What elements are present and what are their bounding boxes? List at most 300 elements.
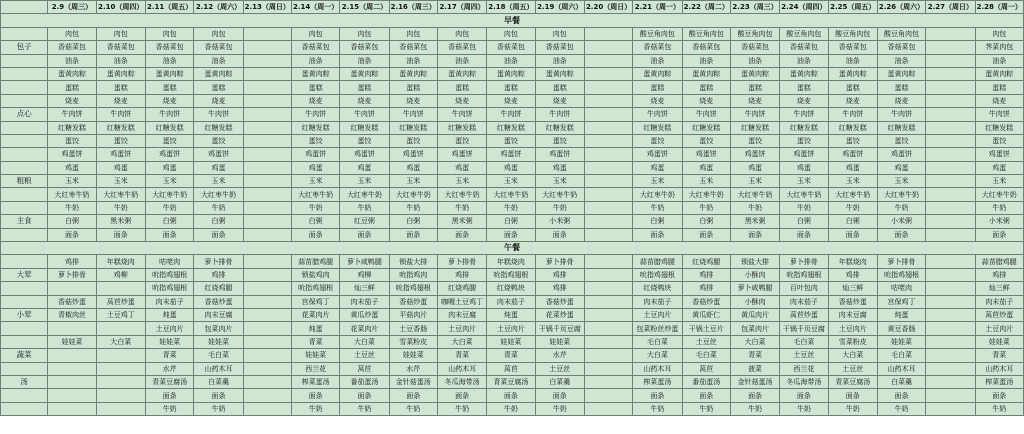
menu-cell[interactable]: 面条 <box>389 389 437 402</box>
menu-cell[interactable]: 玉米 <box>975 175 1023 188</box>
menu-cell[interactable] <box>243 268 291 281</box>
menu-cell[interactable]: 油条 <box>96 54 145 67</box>
menu-cell[interactable]: 玉米 <box>828 175 877 188</box>
menu-cell[interactable]: 红糖发糕 <box>828 121 877 134</box>
menu-cell[interactable]: 牛奶 <box>730 201 779 214</box>
menu-cell[interactable]: 宫保鸡丁 <box>877 295 925 308</box>
menu-cell[interactable]: 干锅千页豆腐 <box>535 322 584 335</box>
menu-cell[interactable]: 百叶包肉 <box>780 282 828 295</box>
menu-cell[interactable] <box>48 389 96 402</box>
menu-cell[interactable]: 蛋糕 <box>48 81 96 94</box>
category-cell[interactable]: 大荤 <box>1 268 48 281</box>
menu-cell[interactable]: 香菇菜包 <box>389 41 437 54</box>
menu-cell[interactable] <box>96 375 145 388</box>
menu-cell[interactable] <box>584 215 632 228</box>
menu-cell[interactable]: 蛋糕 <box>975 81 1023 94</box>
menu-cell[interactable]: 大红枣牛奶 <box>194 188 243 201</box>
menu-cell[interactable] <box>96 282 145 295</box>
menu-cell[interactable]: 油条 <box>48 54 96 67</box>
menu-cell[interactable]: 大白菜 <box>730 335 779 348</box>
menu-cell[interactable]: 萝卜排骨 <box>780 255 828 268</box>
menu-cell[interactable]: 鸡蛋 <box>682 161 730 174</box>
menu-cell[interactable]: 玉米 <box>340 175 389 188</box>
menu-cell[interactable]: 红糖发糕 <box>389 121 437 134</box>
menu-cell[interactable]: 包菜肉片 <box>730 322 779 335</box>
menu-cell[interactable]: 蛋饺 <box>730 134 779 147</box>
menu-cell[interactable]: 金针菇蛋汤 <box>730 375 779 388</box>
menu-cell[interactable]: 蛋黄肉粽 <box>96 67 145 80</box>
menu-cell[interactable]: 肉包 <box>96 27 145 40</box>
menu-cell[interactable]: 蛋饺 <box>291 134 339 147</box>
menu-cell[interactable] <box>926 27 975 40</box>
menu-cell[interactable]: 红糖发糕 <box>291 121 339 134</box>
menu-cell[interactable]: 肉末茄子 <box>780 295 828 308</box>
menu-cell[interactable]: 番茄蛋汤 <box>682 375 730 388</box>
menu-cell[interactable]: 萝卜咸鸭腿 <box>730 282 779 295</box>
menu-cell[interactable]: 牛奶 <box>389 402 437 415</box>
menu-cell[interactable] <box>926 54 975 67</box>
menu-cell[interactable] <box>584 134 632 147</box>
menu-cell[interactable]: 酸豆角肉包 <box>682 27 730 40</box>
menu-cell[interactable]: 蛋饺 <box>535 134 584 147</box>
menu-cell[interactable]: 面条 <box>633 389 682 402</box>
menu-cell[interactable]: 大红枣牛奶 <box>535 188 584 201</box>
menu-cell[interactable]: 蛋饺 <box>828 134 877 147</box>
menu-cell[interactable]: 玉米 <box>96 175 145 188</box>
menu-cell[interactable]: 大红枣牛奶 <box>48 188 96 201</box>
menu-cell[interactable] <box>584 228 632 241</box>
menu-cell[interactable]: 油条 <box>975 54 1023 67</box>
menu-cell[interactable]: 蛋黄肉粽 <box>780 67 828 80</box>
menu-cell[interactable]: 土豆肉片 <box>828 322 877 335</box>
menu-cell[interactable]: 炖蛋 <box>487 308 535 321</box>
menu-cell[interactable] <box>243 228 291 241</box>
date-header-cell[interactable]: 2.16（周三） <box>389 1 437 14</box>
menu-cell[interactable]: 吮指鸡翅根 <box>291 282 339 295</box>
menu-cell[interactable]: 烧麦 <box>682 94 730 107</box>
menu-cell[interactable]: 包菜肉片 <box>194 322 243 335</box>
menu-cell[interactable]: 牛肉饼 <box>340 108 389 121</box>
menu-cell[interactable]: 玉米 <box>730 175 779 188</box>
menu-cell[interactable]: 香菇炒蛋 <box>535 295 584 308</box>
menu-cell[interactable]: 白菜羹 <box>535 375 584 388</box>
menu-cell[interactable]: 萝卜排骨 <box>877 255 925 268</box>
menu-cell[interactable] <box>926 81 975 94</box>
menu-cell[interactable] <box>584 375 632 388</box>
menu-cell[interactable]: 青菜 <box>437 349 486 362</box>
menu-cell[interactable] <box>584 81 632 94</box>
menu-cell[interactable]: 大红枣牛奶 <box>780 188 828 201</box>
menu-cell[interactable]: 鸡蛋饼 <box>291 148 339 161</box>
menu-cell[interactable]: 青椒肉丝 <box>48 308 96 321</box>
menu-cell[interactable]: 玉米 <box>145 175 193 188</box>
menu-cell[interactable]: 鸡排 <box>828 268 877 281</box>
category-cell[interactable] <box>1 282 48 295</box>
menu-cell[interactable]: 白粥 <box>145 215 193 228</box>
menu-cell[interactable]: 鸡蛋 <box>291 161 339 174</box>
menu-cell[interactable]: 锁盐大排 <box>389 255 437 268</box>
menu-cell[interactable] <box>926 389 975 402</box>
menu-cell[interactable]: 鸡柳 <box>96 268 145 281</box>
menu-cell[interactable]: 土豆肉片 <box>437 322 486 335</box>
date-header-cell[interactable]: 2.19（周六） <box>535 1 584 14</box>
menu-cell[interactable]: 蒜苗腊鸡腿 <box>975 255 1023 268</box>
menu-cell[interactable]: 红烧鸡腿 <box>194 282 243 295</box>
menu-cell[interactable]: 烧麦 <box>487 94 535 107</box>
menu-cell[interactable]: 鸡蛋 <box>730 161 779 174</box>
menu-cell[interactable]: 锁盐鸡肉 <box>291 268 339 281</box>
menu-cell[interactable]: 红豆粥 <box>340 215 389 228</box>
menu-cell[interactable]: 面条 <box>828 389 877 402</box>
menu-cell[interactable]: 肉包 <box>487 27 535 40</box>
menu-cell[interactable]: 酸豆角肉包 <box>730 27 779 40</box>
menu-cell[interactable] <box>584 362 632 375</box>
menu-cell[interactable]: 鸡排 <box>437 268 486 281</box>
menu-cell[interactable]: 青菜豆腐汤 <box>145 375 193 388</box>
menu-cell[interactable]: 面条 <box>340 228 389 241</box>
menu-cell[interactable]: 青菜 <box>487 349 535 362</box>
menu-cell[interactable]: 红糖发糕 <box>535 121 584 134</box>
breakfast-section-title[interactable]: 早餐 <box>1 14 1024 27</box>
menu-cell[interactable]: 炖蛋 <box>145 308 193 321</box>
date-header-cell[interactable]: 2.23（周三） <box>730 1 779 14</box>
menu-cell[interactable]: 蛋黄肉粽 <box>48 67 96 80</box>
menu-cell[interactable]: 油条 <box>437 54 486 67</box>
menu-cell[interactable]: 肉包 <box>437 27 486 40</box>
menu-cell[interactable]: 鸡蛋饼 <box>389 148 437 161</box>
menu-cell[interactable]: 香菇炒蛋 <box>48 295 96 308</box>
menu-cell[interactable]: 大白菜 <box>96 335 145 348</box>
menu-cell[interactable]: 牛奶 <box>48 201 96 214</box>
menu-cell[interactable]: 白粥 <box>828 215 877 228</box>
category-cell[interactable] <box>1 362 48 375</box>
menu-cell[interactable]: 大红枣牛奶 <box>96 188 145 201</box>
menu-cell[interactable]: 鸡蛋饼 <box>633 148 682 161</box>
menu-cell[interactable]: 蛋糕 <box>535 81 584 94</box>
category-cell[interactable] <box>1 121 48 134</box>
menu-cell[interactable]: 红糖发糕 <box>194 121 243 134</box>
menu-cell[interactable]: 面条 <box>535 389 584 402</box>
menu-cell[interactable]: 鸡柳 <box>340 268 389 281</box>
menu-cell[interactable]: 黄瓜肉片 <box>730 308 779 321</box>
menu-cell[interactable]: 香菇菜包 <box>828 41 877 54</box>
menu-cell[interactable]: 面条 <box>194 389 243 402</box>
menu-cell[interactable]: 烧麦 <box>730 94 779 107</box>
menu-cell[interactable]: 牛奶 <box>487 402 535 415</box>
date-header-cell[interactable]: 2.25（周五） <box>828 1 877 14</box>
menu-cell[interactable]: 肉末茄子 <box>975 295 1023 308</box>
menu-cell[interactable] <box>584 308 632 321</box>
menu-cell[interactable] <box>926 161 975 174</box>
menu-cell[interactable] <box>243 188 291 201</box>
menu-cell[interactable]: 牛奶 <box>340 201 389 214</box>
menu-cell[interactable]: 黑米粥 <box>730 215 779 228</box>
menu-cell[interactable] <box>243 255 291 268</box>
menu-cell[interactable] <box>584 389 632 402</box>
menu-cell[interactable]: 水芹 <box>145 362 193 375</box>
category-cell[interactable] <box>1 188 48 201</box>
menu-cell[interactable] <box>243 322 291 335</box>
menu-cell[interactable]: 雪菜粉皮 <box>828 335 877 348</box>
menu-cell[interactable]: 萝卜排骨 <box>535 255 584 268</box>
menu-cell[interactable]: 面条 <box>291 228 339 241</box>
menu-cell[interactable]: 宫保鸡丁 <box>291 295 339 308</box>
menu-cell[interactable]: 花菜炒蛋 <box>535 308 584 321</box>
menu-cell[interactable] <box>926 228 975 241</box>
menu-cell[interactable]: 山药木耳 <box>194 362 243 375</box>
menu-cell[interactable]: 花菜肉片 <box>340 322 389 335</box>
menu-cell[interactable]: 吮指鸡翅根 <box>145 268 193 281</box>
menu-cell[interactable]: 肉末茄子 <box>487 295 535 308</box>
menu-cell[interactable]: 红糖发糕 <box>633 121 682 134</box>
lunch-section-title[interactable]: 午餐 <box>1 242 1024 255</box>
menu-cell[interactable] <box>926 268 975 281</box>
menu-cell[interactable]: 烧麦 <box>340 94 389 107</box>
menu-cell[interactable]: 萝卜排骨 <box>437 255 486 268</box>
menu-cell[interactable]: 肉末茄子 <box>633 295 682 308</box>
menu-cell[interactable]: 烧麦 <box>48 94 96 107</box>
menu-cell[interactable] <box>96 322 145 335</box>
menu-cell[interactable]: 毛白菜 <box>877 349 925 362</box>
menu-cell[interactable]: 香菇菜包 <box>145 41 193 54</box>
menu-cell[interactable]: 鸡蛋饼 <box>780 148 828 161</box>
menu-cell[interactable]: 鸡蛋 <box>437 161 486 174</box>
menu-cell[interactable]: 土豆肉片 <box>975 322 1023 335</box>
menu-cell[interactable] <box>926 255 975 268</box>
date-header-cell[interactable]: 2.26（周六） <box>877 1 925 14</box>
menu-cell[interactable]: 青菜豆腐汤 <box>828 375 877 388</box>
menu-cell[interactable]: 灿三鲜 <box>828 282 877 295</box>
menu-cell[interactable] <box>243 375 291 388</box>
menu-cell[interactable] <box>926 282 975 295</box>
menu-cell[interactable]: 油条 <box>877 54 925 67</box>
menu-cell[interactable]: 面条 <box>877 228 925 241</box>
menu-cell[interactable]: 莴苣炒蛋 <box>975 308 1023 321</box>
menu-cell[interactable]: 黄瓜虾仁 <box>682 308 730 321</box>
menu-cell[interactable] <box>926 121 975 134</box>
menu-cell[interactable]: 牛肉饼 <box>389 108 437 121</box>
menu-cell[interactable]: 面条 <box>877 389 925 402</box>
menu-cell[interactable]: 肉包 <box>535 27 584 40</box>
menu-cell[interactable]: 红糖发糕 <box>975 121 1023 134</box>
menu-cell[interactable]: 鸡蛋饼 <box>487 148 535 161</box>
menu-cell[interactable]: 香菇炒蛋 <box>389 295 437 308</box>
menu-cell[interactable] <box>926 201 975 214</box>
menu-cell[interactable]: 香菇菜包 <box>780 41 828 54</box>
menu-cell[interactable]: 菠菜 <box>730 362 779 375</box>
menu-cell[interactable]: 白菜羹 <box>194 375 243 388</box>
menu-cell[interactable]: 山药木耳 <box>633 362 682 375</box>
menu-cell[interactable]: 蛋糕 <box>145 81 193 94</box>
menu-cell[interactable]: 平菇肉片 <box>389 308 437 321</box>
menu-cell[interactable] <box>48 282 96 295</box>
menu-cell[interactable]: 冬瓜海带汤 <box>437 375 486 388</box>
menu-cell[interactable]: 肉包 <box>48 27 96 40</box>
menu-cell[interactable] <box>243 282 291 295</box>
menu-cell[interactable]: 酸豆角肉包 <box>633 27 682 40</box>
menu-cell[interactable]: 大红枣牛奶 <box>975 188 1023 201</box>
menu-cell[interactable]: 蒜苗腊鸡腿 <box>291 255 339 268</box>
menu-cell[interactable] <box>584 402 632 415</box>
menu-cell[interactable] <box>584 295 632 308</box>
date-header-cell[interactable]: 2.20（周日） <box>584 1 632 14</box>
menu-cell[interactable]: 白粥 <box>487 215 535 228</box>
menu-cell[interactable]: 牛奶 <box>194 402 243 415</box>
menu-cell[interactable] <box>926 375 975 388</box>
menu-cell[interactable]: 土豆肉片 <box>487 322 535 335</box>
menu-cell[interactable]: 鸡排 <box>194 268 243 281</box>
menu-cell[interactable]: 牛奶 <box>389 201 437 214</box>
menu-cell[interactable]: 牛肉饼 <box>437 108 486 121</box>
menu-cell[interactable] <box>584 27 632 40</box>
menu-cell[interactable]: 鸡排 <box>682 282 730 295</box>
menu-cell[interactable]: 白粥 <box>633 215 682 228</box>
category-cell[interactable] <box>1 228 48 241</box>
category-cell[interactable] <box>1 295 48 308</box>
menu-cell[interactable]: 牛奶 <box>730 402 779 415</box>
menu-cell[interactable]: 鸡排 <box>48 255 96 268</box>
menu-cell[interactable]: 面条 <box>48 228 96 241</box>
menu-cell[interactable]: 蛋糕 <box>877 81 925 94</box>
menu-cell[interactable]: 水芹 <box>389 362 437 375</box>
menu-cell[interactable]: 鸡蛋 <box>48 161 96 174</box>
menu-cell[interactable]: 年糕烧肉 <box>828 255 877 268</box>
menu-cell[interactable] <box>584 175 632 188</box>
menu-cell[interactable]: 牛肉饼 <box>48 108 96 121</box>
menu-cell[interactable] <box>926 362 975 375</box>
menu-cell[interactable]: 香菇菜包 <box>535 41 584 54</box>
menu-cell[interactable]: 牛肉饼 <box>633 108 682 121</box>
menu-cell[interactable]: 面条 <box>437 228 486 241</box>
menu-cell[interactable]: 牛肉饼 <box>780 108 828 121</box>
menu-cell[interactable]: 白粥 <box>682 215 730 228</box>
menu-cell[interactable] <box>243 175 291 188</box>
menu-cell[interactable]: 面条 <box>975 389 1023 402</box>
menu-cell[interactable] <box>243 161 291 174</box>
menu-cell[interactable]: 红糖发糕 <box>877 121 925 134</box>
menu-cell[interactable]: 蛋糕 <box>194 81 243 94</box>
menu-cell[interactable] <box>584 54 632 67</box>
menu-cell[interactable]: 鸡蛋饼 <box>194 148 243 161</box>
menu-cell[interactable]: 油条 <box>145 54 193 67</box>
menu-cell[interactable]: 肉末豆腐 <box>194 308 243 321</box>
menu-cell[interactable]: 牛肉饼 <box>682 108 730 121</box>
menu-cell[interactable]: 鸡蛋 <box>780 161 828 174</box>
menu-cell[interactable]: 蛋糕 <box>389 81 437 94</box>
date-header-cell[interactable]: 2.28（周一） <box>975 1 1023 14</box>
category-cell[interactable]: 粗粮 <box>1 175 48 188</box>
menu-cell[interactable]: 牛奶 <box>145 201 193 214</box>
menu-cell[interactable]: 红烧鸭块 <box>487 282 535 295</box>
category-cell[interactable]: 小荤 <box>1 308 48 321</box>
menu-cell[interactable]: 红糖发糕 <box>145 121 193 134</box>
menu-cell[interactable] <box>926 215 975 228</box>
menu-cell[interactable]: 西兰花 <box>780 362 828 375</box>
menu-cell[interactable]: 鸡蛋 <box>828 161 877 174</box>
date-header-cell[interactable]: 2.21（周一） <box>633 1 682 14</box>
menu-cell[interactable]: 面条 <box>780 228 828 241</box>
menu-cell[interactable]: 牛奶 <box>340 402 389 415</box>
menu-cell[interactable]: 蛋糕 <box>828 81 877 94</box>
menu-cell[interactable]: 大红枣牛奶 <box>437 188 486 201</box>
menu-cell[interactable]: 鸡蛋饼 <box>877 148 925 161</box>
menu-cell[interactable]: 牛肉饼 <box>487 108 535 121</box>
menu-cell[interactable]: 香菇菜包 <box>437 41 486 54</box>
menu-cell[interactable]: 莴苣 <box>487 362 535 375</box>
menu-cell[interactable]: 蛋糕 <box>633 81 682 94</box>
menu-cell[interactable]: 香菇炒蛋 <box>828 295 877 308</box>
menu-cell[interactable]: 大红枣牛奶 <box>487 188 535 201</box>
menu-cell[interactable]: 蛋黄肉粽 <box>437 67 486 80</box>
menu-cell[interactable]: 娃娃菜 <box>975 335 1023 348</box>
menu-cell[interactable]: 牛奶 <box>877 201 925 214</box>
menu-cell[interactable]: 面条 <box>389 228 437 241</box>
menu-cell[interactable]: 蛋糕 <box>682 81 730 94</box>
menu-cell[interactable]: 鸡蛋饼 <box>96 148 145 161</box>
menu-cell[interactable] <box>584 148 632 161</box>
menu-cell[interactable]: 酸豆角肉包 <box>877 27 925 40</box>
menu-cell[interactable]: 牛奶 <box>291 402 339 415</box>
menu-cell[interactable]: 红糖发糕 <box>682 121 730 134</box>
menu-cell[interactable]: 咕咾肉 <box>145 255 193 268</box>
menu-cell[interactable]: 蛋糕 <box>96 81 145 94</box>
header-corner-cell[interactable] <box>1 1 48 14</box>
menu-cell[interactable]: 烧麦 <box>975 94 1023 107</box>
menu-cell[interactable]: 玉米 <box>48 175 96 188</box>
menu-cell[interactable]: 香菇菜包 <box>96 41 145 54</box>
menu-cell[interactable]: 大红枣牛奶 <box>877 188 925 201</box>
menu-cell[interactable]: 玉米 <box>633 175 682 188</box>
menu-cell[interactable]: 土豆丝 <box>828 362 877 375</box>
menu-cell[interactable]: 牛奶 <box>780 201 828 214</box>
menu-cell[interactable]: 包菜粉丝炒蛋 <box>633 322 682 335</box>
menu-cell[interactable]: 油条 <box>389 54 437 67</box>
menu-cell[interactable]: 红糖发糕 <box>437 121 486 134</box>
menu-cell[interactable]: 牛奶 <box>633 201 682 214</box>
menu-cell[interactable] <box>96 389 145 402</box>
menu-cell[interactable] <box>243 148 291 161</box>
menu-cell[interactable]: 红糖发糕 <box>96 121 145 134</box>
category-cell[interactable] <box>1 335 48 348</box>
date-header-cell[interactable]: 2.18（周五） <box>487 1 535 14</box>
menu-cell[interactable] <box>243 308 291 321</box>
menu-cell[interactable] <box>243 81 291 94</box>
date-header-cell[interactable]: 2.13（周日） <box>243 1 291 14</box>
menu-cell[interactable]: 牛奶 <box>487 201 535 214</box>
menu-cell[interactable] <box>584 349 632 362</box>
menu-cell[interactable]: 鸡蛋 <box>487 161 535 174</box>
menu-cell[interactable]: 土豆丝 <box>682 335 730 348</box>
menu-cell[interactable]: 面条 <box>535 228 584 241</box>
menu-cell[interactable]: 鸡排 <box>682 268 730 281</box>
menu-cell[interactable]: 毛白菜 <box>682 349 730 362</box>
menu-cell[interactable]: 莴苣炒蛋 <box>96 295 145 308</box>
menu-cell[interactable]: 年糕烧肉 <box>96 255 145 268</box>
menu-cell[interactable] <box>243 215 291 228</box>
menu-cell[interactable]: 香菇菜包 <box>194 41 243 54</box>
menu-cell[interactable]: 青菜 <box>730 349 779 362</box>
menu-cell[interactable] <box>584 282 632 295</box>
menu-cell[interactable]: 咖喱土豆鸡丁 <box>437 295 486 308</box>
menu-cell[interactable]: 山药木耳 <box>437 362 486 375</box>
menu-cell[interactable]: 娃娃菜 <box>389 349 437 362</box>
menu-cell[interactable]: 油条 <box>194 54 243 67</box>
menu-cell[interactable]: 黄豆香肠 <box>877 322 925 335</box>
menu-cell[interactable]: 牛奶 <box>535 402 584 415</box>
menu-cell[interactable]: 土豆肉片 <box>633 308 682 321</box>
menu-cell[interactable]: 大红枣牛奶 <box>145 188 193 201</box>
menu-cell[interactable]: 牛肉饼 <box>535 108 584 121</box>
